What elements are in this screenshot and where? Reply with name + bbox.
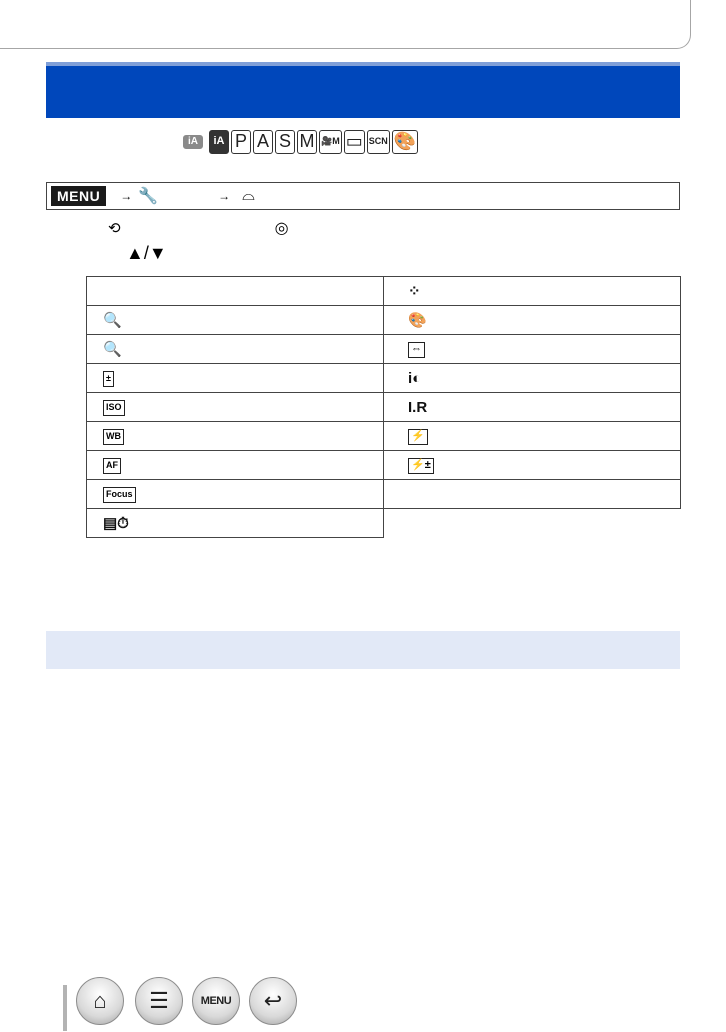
table-cell [87,393,384,422]
back-button[interactable] [249,977,297,1025]
control-dial-icon: ⌓ [242,187,255,204]
table-row [87,277,681,306]
af-mode-icon: AF [103,458,121,474]
table-cell [384,393,681,422]
table-cell [87,306,384,335]
table-cell [384,364,681,393]
panorama-mode-icon: ▭ [344,130,365,154]
path-arrow: → [120,189,133,203]
up-down-arrows-icon: ▲/▼ [126,243,167,263]
menu-icon: MENU [200,995,232,1007]
drive-self-timer-icon: ▤⏱ [103,515,129,532]
control-dial-press-icon: ◎ [274,220,289,237]
empty-cell [384,509,681,538]
a-mode-icon: A [253,130,273,154]
table-row [87,335,681,364]
table-cell [87,364,384,393]
table-cell [87,480,384,509]
step-zoom-underline-icon: 🔍 [103,341,122,358]
zoom-icon: 🔍 [103,312,122,329]
table-cell [384,422,681,451]
contents-list-icon: ☰ [149,988,169,1013]
table-cell [384,277,681,306]
table-cell [384,451,681,480]
white-balance-icon: WB [103,429,124,445]
table-cell [87,422,384,451]
table-row [87,451,681,480]
ia-plus-mode-icon: iA [209,130,229,154]
table-row [87,509,681,538]
applicable-modes [183,129,418,155]
table-cell [384,480,681,509]
p-mode-icon: P [231,130,251,154]
wrench-setup-icon: 🔧 [138,188,159,205]
table-cell [384,335,681,364]
i-resolution-icon: I.R [408,398,428,416]
step-2 [108,243,167,264]
contents-button[interactable] [135,977,183,1025]
home-icon: ⌂ [93,988,107,1013]
path-arrow: → [218,189,231,203]
table-cell [384,306,681,335]
creative-control-mode-icon: 🎨 [392,130,418,154]
back-arrow-icon: ↩ [263,988,283,1013]
footer-divider [63,985,67,1031]
table-cell [87,277,384,306]
home-button[interactable] [76,977,124,1025]
menu-path [46,182,680,210]
i-dynamic-icon: i◐ [408,369,422,387]
scn-mode-icon: SCN [367,130,390,154]
menu-badge: MENU [51,186,106,206]
table-cell [87,451,384,480]
function-table [86,276,681,538]
flash-icon: ⚡ [408,429,428,445]
exposure-compensation-icon: ± [103,371,114,387]
aspect-ratio-icon: ⇔ [408,342,425,358]
camera-ia-mode-icon: iA [183,135,203,149]
flash-adjust-icon: ⚡± [408,458,434,474]
table-row [87,422,681,451]
note-bar [46,631,680,669]
table-cell [87,509,384,538]
table-cell [87,335,384,364]
focus-icon: Focus [103,487,136,503]
menu-button[interactable] [192,977,240,1025]
m-mode-icon: M [297,130,317,154]
page-frame [0,0,691,49]
step-zoom-icon: ⁘ [408,283,421,300]
section-title-bar [46,62,680,118]
table-row [87,393,681,422]
creative-video-mode-icon: 🎥M [319,130,342,154]
table-row [87,364,681,393]
step-1 [108,218,289,238]
table-row [87,480,681,509]
s-mode-icon: S [275,130,295,154]
filter-icon: 🎨 [408,312,427,329]
control-ring-icon: ⟲ [108,220,121,237]
iso-icon: ISO [103,400,125,416]
table-row [87,306,681,335]
